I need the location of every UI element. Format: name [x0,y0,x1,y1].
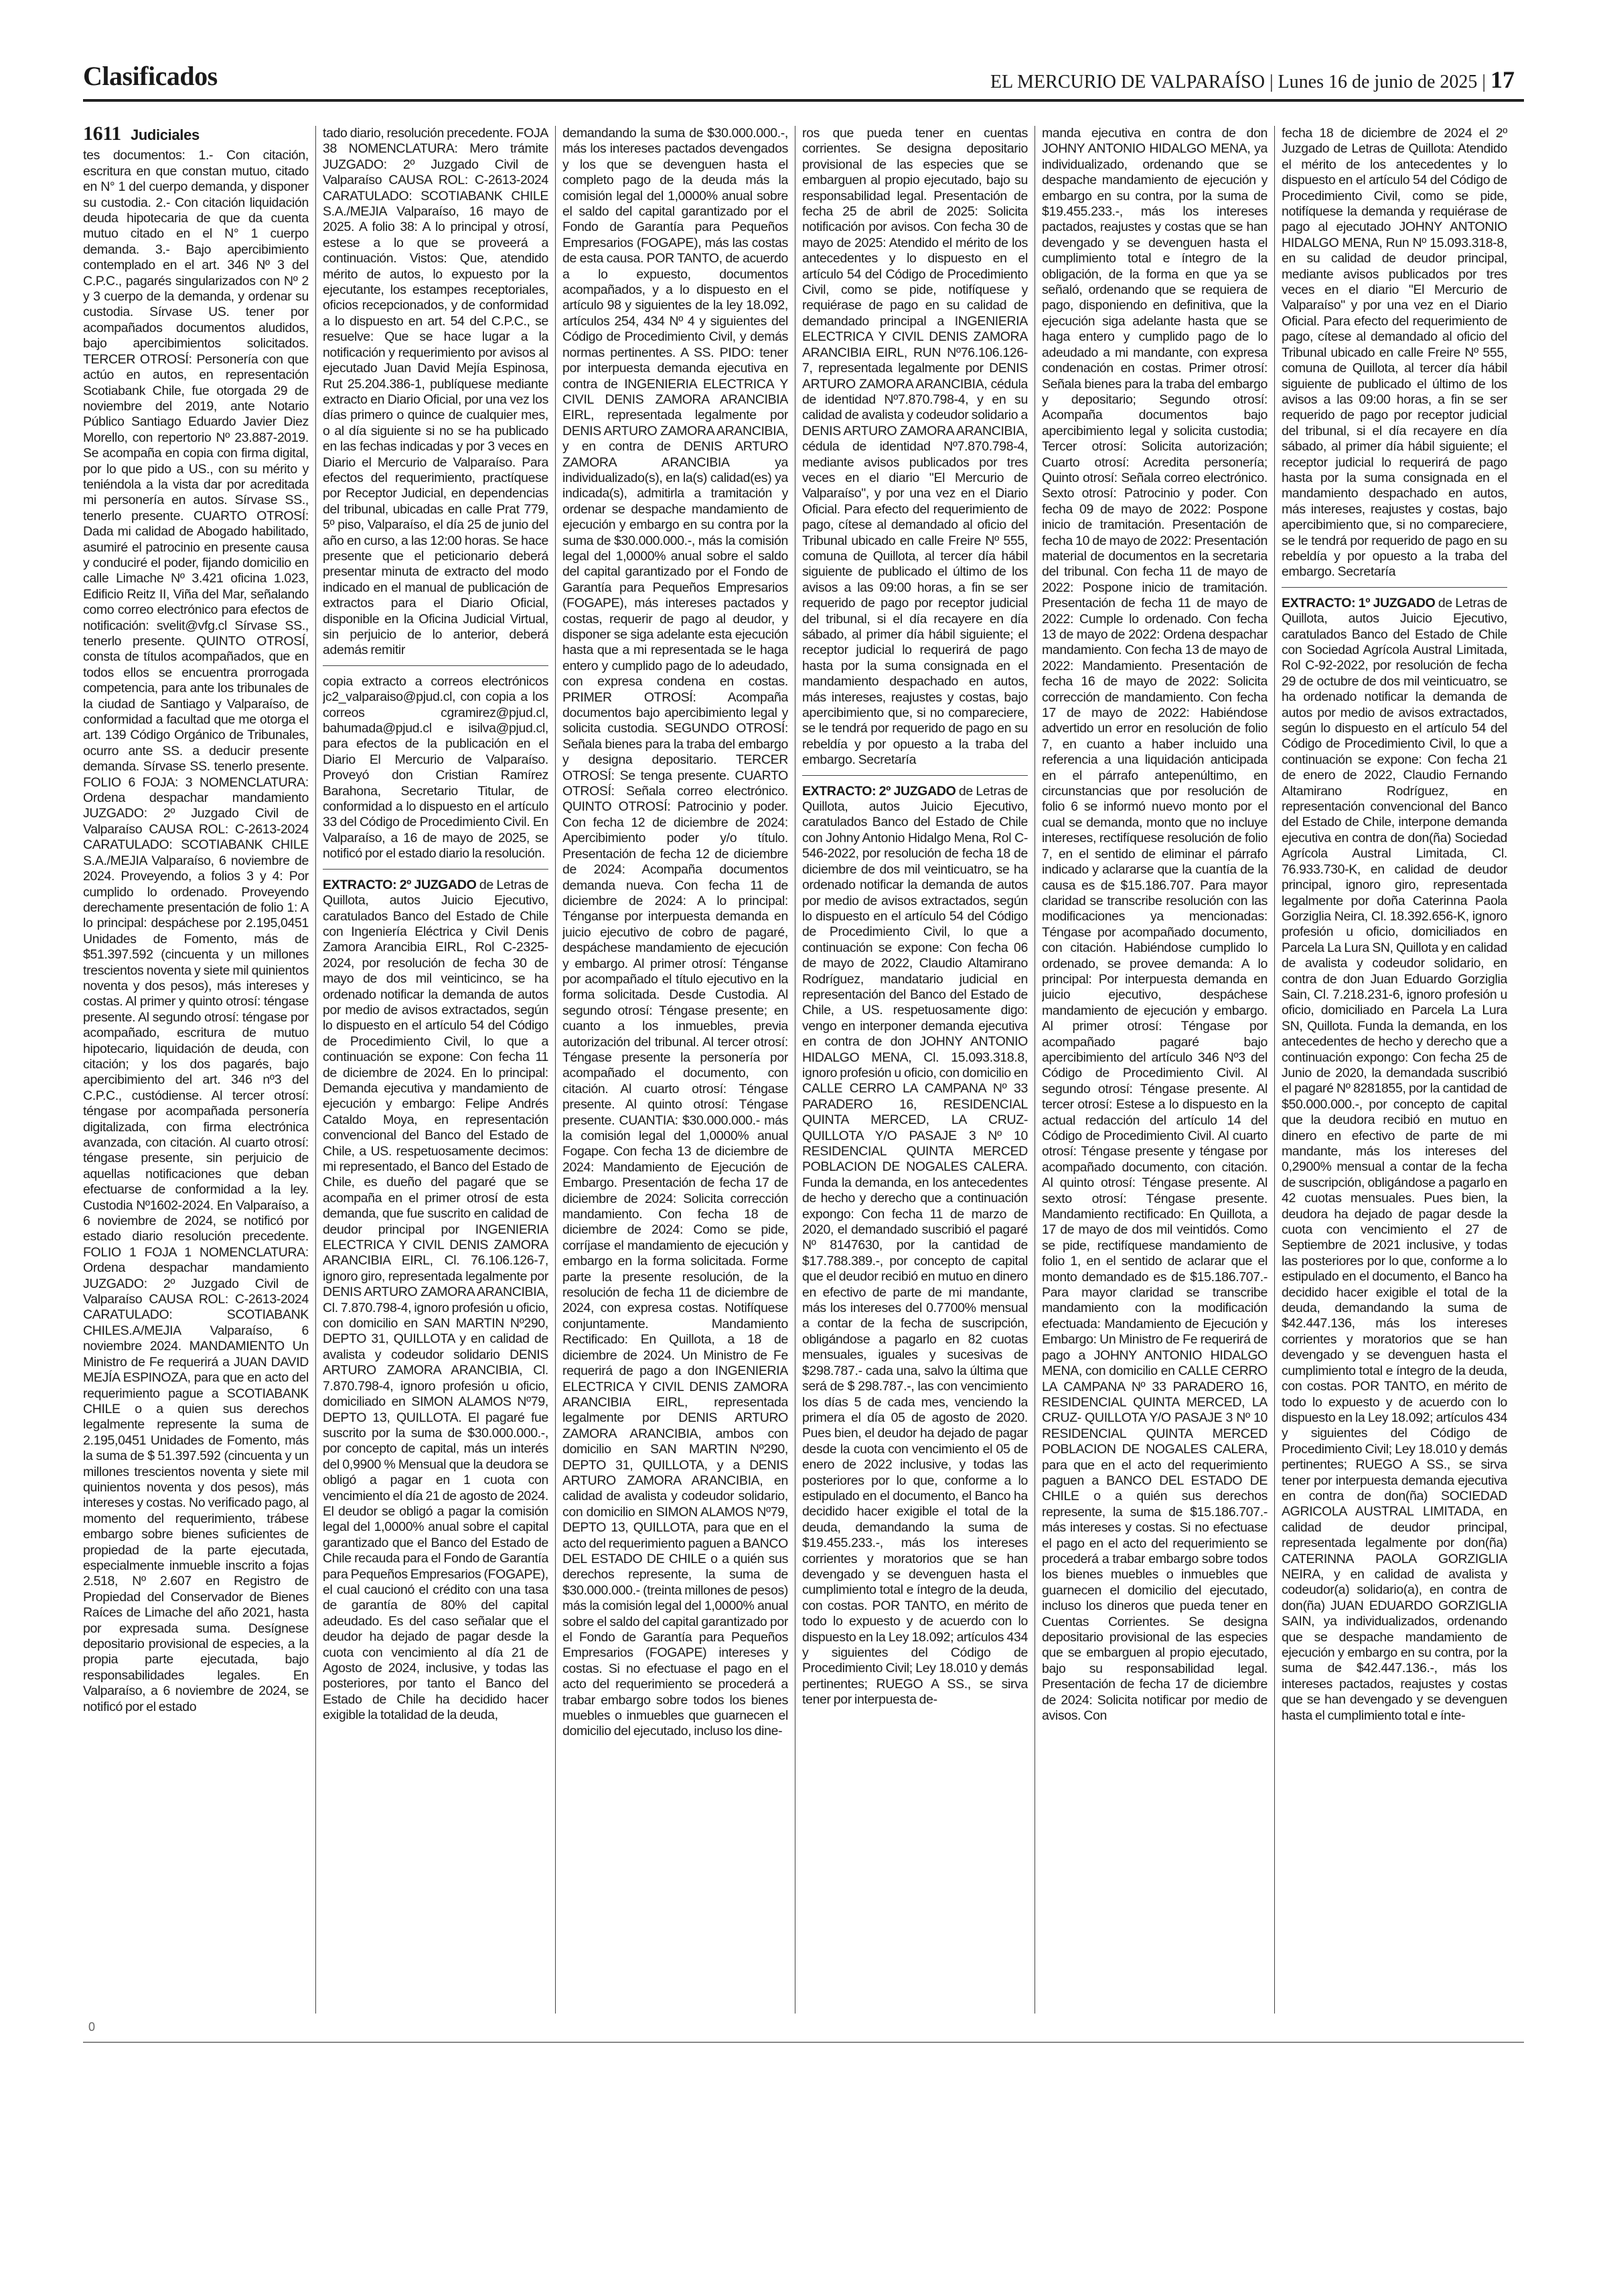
notice-text: de Letras de Quillota, autos Juicio Ejecutivo, caratulados Banco del Estado de Chile con Johny Antonio Hidalgo Mena, Rol C-546-2022, por resolución de fecha 18 de diciembre de dos mil veinticuatro, se ha ordenado notificar la demanda de autos por medio de avisos extractados, según lo dispuesto en el artículo 54 del Código de Procedimiento Civil, lo que a continuación se expone: Con fecha 06 de mayo de 2022, Claudio Altamirano Rodríguez, mandatario judicial en representación del Banco del Estado de Chile, a US. respetuosamente digo: vengo en interponer demanda ejecutiva en contra de don JOHNY ANTONIO HIDALGO MENA, Cl. 15.093.318.8, ignoro profesión u oficio, con domicilio en CALLE CERRO LA CAMPANA Nº 33 PARADERO 16, RESIDENCIAL QUINTA MERCED, LA CRUZ- QUILLOTA Y/O PASAJE 3 Nº 10 RESIDENCIAL QUINTA MERCED POBLACION DE NOGALES CALERA. Funda la demanda, en los antecedentes de hecho y derecho que a continuación expongo: Con fecha 11 de marzo de 2020, el demandado suscribió el pagaré Nº 8147630, por la cantidad de $17.788.389.-, por concepto de capital que el deudor recibió en mutuo en dinero en efectivo de parte de mi mandante, más los intereses del 0.7700% mensual a contar de la fecha de suscripción, obligándose a pagarlo en 82 cuotas mensuales, iguales y sucesivas de $298.787.- cada una, salvo la última que será de $ 298.787.-, las con vencimiento los días 5 de cada mes, venciendo la primera el día 05 de agosto de 2020. Pues bien, el deudor ha dejado de pagar desde la cuota con vencimiento el 05 de enero de 2022 inclusive, y todas las posteriores por lo que, conforme a lo estipulado en el documento, el Banco ha decidido hacer exigible el total de la deuda, demandando la suma de $19.455.233.-, más los intereses corrientes y moratorios que se han devengado y se devenguen hasta el cumplimiento total e íntegro de la deuda, con costas. POR TANTO, en mérito de todo lo expuesto y de acuerdo con lo dispuesto en la Ley 18.092; artículos 434 y siguientes del Código de Procedimiento Civil; Ley 18.010 y demás pertinentes; RUEGO A SS., se sirva tener por interpuesta de- [802,783,1028,1708]
notice-text: demandando la suma de $30.000.000.-, más los intereses pactados devengados y los que se devenguen hasta el completo pago de la deuda más la comisión legal del 1,0000% anual sobre el saldo del capital garantizado por el Fondo de Garantía para Pequeños Empresarios (FOGAPE), más las costas de esta causa. POR TANTO, de acuerdo a lo expuesto, documentos acompañados, y a lo dispuesto en el artículo 98 y siguientes de la ley 18.092, artículos 254, 434 Nº 4 y siguientes del Código de Procedimiento Civil, y demás normas pertinentes. A SS. PIDO: tener por interpuesta demanda ejecutiva en contra de INGENIERIA ELECTRICA Y CIVIL DENIS ZAMORA ARANCIBIA EIRL, representada legalmente por DENIS ARTURO ZAMORA ARANCIBIA, y en contra de DENIS ARTURO ZAMORA ARANCIBIA ya individualizado(s), en la(s) calidad(es) ya indicada(s), admitirla a tramitación y ordenar se despache mandamiento de ejecución y embargo en su contra por la suma de $30.000.000.-, más la comisión legal del 1,0000% anual sobre el saldo del capital garantizado por el Fondo de Garantía para Pequeños Empresarios (FOGAPE), más intereses pactados y costas, requerir de pago al deudor, y disponer se siga adelante esta ejecución hasta que a mi representada se le haga entero y cumplido pago de lo adeudado, con expresa condena en costas. PRIMER OTROSÍ: Acompaña documentos bajo apercibimiento legal y solicita custodia. SEGUNDO OTROSÍ: Señala bienes para la traba del embargo y designa depositario. TERCER OTROSÍ: Se tenga presente. CUARTO OTROSÍ: Señala correo electrónico. QUINTO OTROSÍ: Patrocinio y poder. Con fecha 12 de diciembre de 2024: Apercibimiento poder y/o título. Presentación de fecha 12 de diciembre de 2024: Acompaña documentos demanda nueva. Con fecha 11 de diciembre de 2024: A lo principal: Ténganse por interpuesta demanda en juicio ejecutivo de cobro de pagaré, despáchese mandamiento de ejecución y embargo. Al primer otrosí: Ténganse por acompañado el título ejecutivo en la forma solicitada. Desde Custodia. Al segundo otrosí: Téngase presente; en cuanto a los inmuebles, previa autorización del tribunal. Al tercer otrosí: Téngase presente la personería por acompañado el documento, con citación. Al cuarto otrosí: Téngase presente. Al quinto otrosí: Téngase presente. CUANTIA: $30.000.000.- más la comisión legal del 1,0000% anual Fogape. Con fecha 13 de diciembre de 2024: Mandamiento de Ejecución de Embargo. Presentación de fecha 17 de diciembre de 2024: Solicita corrección mandamiento. Con fecha 18 de diciembre de 2024: Como se pide, corríjase el mandamiento de ejecución y embargo en la forma solicitada. Forme parte la presente resolución, de la resolución de fecha 11 de diciembre de 2024, con expresa costas. Notifíquese conjuntamente. Mandamiento Rectificado: En Quillota, a 18 de diciembre de 2024. Un Ministro de Fe requerirá de pago a don INGENIERIA ELECTRICA Y CIVIL DENIS ZAMORA ARANCIBIA EIRL, representada legalmente por DENIS ARTURO ZAMORA ARANCIBIA, ambos con domicilio en SAN MARTIN Nº290, DEPTO 31, QUILLOTA, y a DENIS ARTURO ZAMORA ARANCIBIA, en calidad de avalista y codeudor solidario, con domicilio en SIMON ALAMOS Nº79, DEPTO 13, QUILLOTA, para que en el acto del requerimiento paguen a BANCO DEL ESTADO DE CHILE o a quién sus derechos represente, la suma de $30.000.000.- (treinta millones de pesos) más la comisión legal del 1,0000% anual sobre el saldo del capital garantizado por el Fondo de Garantía para Pequeños Empresarios (FOGAPE) intereses y costas. Si no efectuase el pago en el acto del requerimiento se procederá a trabar embargo sobre todos los bienes muebles o inmuebles que guarnecen el domicilio del ejecutado, incluso los dine- [562,126,788,1739]
notice-lead: EXTRACTO: 2º JUZGADO [802,783,956,799]
notice-text: manda ejecutiva en contra de don JOHNY ANTONIO HIDALGO MENA, ya individualizado, ordenando que se despache mandamiento de ejecución y embargo en su contra, por la suma de $19.455.233.-, más los intereses pactados, reajustes y costas que se han devengado y se devenguen hasta el cumplimiento total e íntegro de la obligación, de la forma en que ya se señaló, ordenando que se requiera de pago, disponiendo en definitiva, que la ejecución siga adelante hasta que se haga entero y cumplido pago de lo adeudado a mi mandante, con expresa condenación en costas. Primer otrosí: Señala bienes para la traba del embargo y depositario; Segundo otrosí: Acompaña documentos bajo apercibimiento legal y solicita custodia; Tercer otrosí: Solicita autorización; Cuarto otrosí: Acredita personería; Quinto otrosí: Señala correo electrónico. Sexto otrosí: Patrocinio y poder. Con fecha 09 de mayo de 2022: Pospone inicio de tramitación. Presentación de fecha 10 de mayo de 2022: Presentación material de documentos en la secretaria del tribunal. Con fecha 11 de mayo de 2022: Pospone inicio de tramitación. Presentación de fecha 11 de mayo de 2022: Cumple lo ordenado. Con fecha 13 de mayo de 2022: Ordena despachar mandamiento. Con fecha 13 de mayo de 2022: Mandamiento. Presentación de fecha 16 de mayo de 2022: Solicita corrección de mandamiento. Con fecha 17 de mayo de 2022: Habiéndose advertido un error en resolución de folio 7, en cuanto a haber incluido una referencia a una liquidación anticipada en el párrafo antepenúltimo, en circunstancias que por resolución de folio 6 se informó nuevo monto por el cual se demanda, monto que no incluye intereses, rectifíquese resolución de folio 7, en el sentido de eliminar el párrafo indicado y aclararse que la cuantía de la causa es de $15.186.707. Para mayor claridad se transcribe resolución con las modificaciones ya mencionadas: Téngase por acompañado documento, con citación. Habiéndose cumplido lo ordenado, se provee demanda: A lo principal: Por interpuesta demanda en juicio ejecutivo, despáchese mandamiento de ejecución y embargo. Al primer otrosí: Téngase por acompañado pagaré bajo apercibimiento del artículo 346 Nº3 del Código de Procedimiento Civil. Al segundo otrosí: Téngase presente. Al tercer otrosí: Estese a lo dispuesto en la actual redacción del artículo 14 del Código de Procedimiento Civil. Al cuarto otrosí: Téngase presente y téngase por acompañado documento, con citación. Al quinto otrosí: Téngase presente. Al sexto otrosí: Téngase presente. Mandamiento rectificado: En Quillota, a 17 de mayo de dos mil veintidós. Como se pide, rectifíquese mandamiento de folio 1, en el sentido de aclarar que el monto demandado es de $15.186.707.- Para mayor claridad se transcribe mandamiento con la modificación efectuada: Mandamiento de Ejecución y Embargo: Un Ministro de Fe requerirá de pago a JOHNY ANTONIO HIDALGO MENA, con domicilio en CALLE CERRO LA CAMPANA Nº 33 PARADERO 16, RESIDENCIAL QUINTA MERCED, LA CRUZ- QUILLOTA Y/O PASAJE 3 Nº 10 RESIDENCIAL QUINTA MERCED POBLACION DE NOGALES CALERA, para que en el acto del requerimiento paguen a BANCO DEL ESTADO DE CHILE o a quién sus derechos represente, la suma de $15.186.707.- más intereses y costas. Si no efectuase el pago en el acto del requerimiento se procederá a trabar embargo sobre todos los bienes muebles o inmuebles que guarnecen el domicilio del ejecutado, incluso los dineros que pueda tener en Cuentas Corrientes. Se designa depositario provisional de las especies que se embarguen al propio ejecutado, bajo su responsabilidad legal. Presentación de fecha 17 de diciembre de 2024: Solicita notificar por medio de avisos. Con [1042,126,1268,1724]
legal-notice [802,784,1028,1708]
notice-separator [323,665,548,666]
notice-text: tado diario, resolución precedente. FOJA 38 NOMENCLATURA: Mero trámite JUZGADO: 2º Juzgado Civil de Valparaíso CAUSA ROL: C-2613-2024 CARATULADO: SCOTIABANK CHILE S.A./MEJIA Valparaíso, 16 mayo de 2025. A folio 38: A lo principal y otrosí, estese a lo que se proveerá a continuación. Vistos: Que, atendido mérito de autos, lo expuesto por la ejecutante, los estampes receptoriales, oficios recepcionados, y de conformidad a lo dispuesto en art. 54 del C.P.C., se resuelve: Que se hace lugar a la notificación y requerimiento por avisos al ejecutado Juan David Mejía Espinosa, Rut 25.204.386-1, publíquese mediante extracto en Diario Oficial, por una vez los días primero o quince de cualquier mes, o al día siguiente si no se ha publicado en las fechas indicadas y por 3 veces en Diario el Mercurio de Valparaíso. Para efectos del requerimiento, practíquese por Receptor Judicial, en dependencias del tribunal, ubicadas en calle Prat 779, 5º piso, Valparaíso, el día 25 de junio del año en curso, a las 12:00 horas. Se hace presente que el peticionario deberá presentar minuta de extracto del modo indicado en el manual de publicación de extractos para el Diario Oficial, disponible en la Oficina Judicial Virtual, sin perjuicio de lo anterior, deberá además remitir [323,126,548,658]
legal-notice [1042,126,1268,1724]
section-code: 1611 [83,126,121,145]
notice-separator [1282,587,1507,588]
notice-lead: EXTRACTO: 2º JUZGADO [323,877,477,892]
notice-lead: EXTRACTO: 1º JUZGADO [1282,595,1436,610]
notice-text: tes documentos: 1.- Con citación, escritura en que constan mutuo, citado en N° 1 del cuerpo demanda, y disponer su custodia. 2.- Con citación liquidación deuda hipotecaria de que da cuenta mutuo citado en el N° 1 cuerpo demanda. 3.- Bajo apercibimiento contemplado en el art. 346 Nº 3 del C.P.C., pagarés singularizados con Nº 2 y 3 cuerpo de la demanda, y ordenar su custodia. Sírvase US. tener por acompañados documentos aludidos, bajo apercibimientos solicitados. TERCER OTROSÍ: Personería con que actúo en autos, en representación Scotiabank Chile, fue otorgada 29 de noviembre del 2019, ante Notario Público Santiago Eduardo Javier Diez Morello, con repertorio Nº 23.887-2019. Se acompaña en copia con firma digital, por lo que pido a US., con su mérito y teniéndola a la vista dar por acreditada mi personería en autos. Sírvase SS., tenerlo presente. CUARTO OTROSÍ: Dada mi calidad de Abogado habilitado, asumiré el patrocinio en presente causa y conduciré el poder, fijando domicilio en calle Limache Nº 3.421 oficina 1.023, Edificio Reitz II, Viña del Mar, señalando como correo electrónico para efectos de notificación: svelit@vfg.cl Sírvase SS., tenerlo presente. QUINTO OTROSÍ, consta de títulos acompañados, que en todos ellos se encuentra prorrogada competencia, para ante los tribunales de la ciudad de Santiago y Valparaíso, de conformidad a facultad que me otorga el art. 139 Código Orgánico de Tribunales, ocurro ante SS. a deducir presente demanda. Sírvase SS. tenerlo presente. FOLIO 6 FOJA: 3 NOMENCLATURA: Ordena despachar mandamiento JUZGADO: 2º Juzgado Civil de Valparaíso CAUSA ROL: C-2613-2024 CARATULADO: SCOTIABANK CHILE S.A./MEJIA Valparaíso, 6 noviembre de 2024. Proveyendo, a folios 3 y 4: Por cumplido lo ordenado. Proveyendo derechamente presentación de folio 1: A lo principal: despáchese por 2.195,0451 Unidades de Fomento, más de $51.397.592 (cincuenta y un millones trescientos noventa y siete mil quinientos noventa y dos pesos), más intereses y costas. Al primer y quinto otrosí: téngase presente. Al segundo otrosí: téngase por acompañado, escritura de mutuo hipotecario, liquidación de deuda, con citación; y los dos pagarés, bajo apercibimiento del art. 346 nº3 del C.P.C., custódiense. Al tercer otrosí: téngase por acompañada personería digitalizada, con firma electrónica avanzada, con citación. Al cuarto otrosí: téngase presente, sin perjuicio de aquellas notificaciones que deban efectuarse de conformidad a la ley. Custodia Nº1602-2024. En Valparaíso, a 6 noviembre de 2024, se notificó por estado diario resolución precedente. FOLIO 1 FOJA 1 NOMENCLATURA: Ordena despachar mandamiento JUZGADO: 2º Juzgado Civil de Valparaíso CAUSA ROL: C-2613-2024 CARATULADO: SCOTIABANK CHILES.A/MEJIA Valparaíso, 6 noviembre 2024. MANDAMIENTO Un Ministro de Fe requerirá a JUAN DAVID MEJÍA ESPINOZA, para que en acto del requerimiento pague a SCOTIABANK CHILE o a quien sus derechos legalmente represente la suma de 2.195,0451 Unidades de Fomento, más la suma de $ 51.397.592 (cincuenta y un millones trescientos noventa y siete mil quinientos noventa y dos pesos), más intereses y costas. No verificado pago, al momento del requerimiento, trábese embargo sobre bienes suficientes de propiedad de la parte ejecutada, especialmente inmueble inscrito a fojas 2.518, Nº 2.607 en Registro de Propiedad del Conservador de Bienes Raíces de Limache del año 2021, hasta por expresada suma. Desígnese depositario provisional de especies, a la propia parte ejecutada, bajo responsabilidades legales. En Valparaíso, a 6 noviembre de 2024, se notificó por el estado [83,148,309,1714]
section-label: Judiciales [130,127,200,143]
newspaper-name: EL MERCURIO DE VALPARAÍSO [990,72,1265,92]
notice-separator [323,869,548,870]
legal-notice [83,148,309,1715]
column-3 [562,126,788,2040]
header-rule [83,99,1524,102]
header-divider: | [1269,72,1278,92]
column-6 [1282,126,1507,2040]
legal-notice [802,126,1028,768]
section-heading [83,126,309,144]
footer-rule [83,2042,1524,2043]
column-1 [83,126,309,2040]
legal-notice [323,126,548,659]
notice-text: copia extracto a correos electrónicos jc2_valparaiso@pjud.cl, con copia a los correos cgramirez@pjud.cl, bahumada@pjud.cl e isilva@pjud.cl, para efectos de la publicación en el Diario El Mercurio de Valparaíso. Proveyó don Cristian Ramírez Barahona, Secretario Titular, de conformidad a lo dispuesto en el artículo 33 del Código de Procedimiento Civil. En Valparaíso, a 16 de mayo de 2025, se notificó por el estado diario la resolución. [323,673,548,862]
column-divider [1274,126,1275,2014]
column-4 [802,126,1028,2040]
notice-separator [802,775,1028,776]
legal-notice [323,674,548,862]
legal-notice [562,126,788,1740]
legal-notice [1282,126,1507,580]
section-title: Clasificados [83,61,218,91]
column-2 [323,126,548,2040]
column-divider [315,126,316,2014]
notice-text: fecha 18 de diciembre de 2024 el 2º Juzgado de Letras de Quillota: Atendido el mérito de los antecedentes y lo dispuesto en el artículo 54 del Código de Procedimiento Civil, como se pide, notifíquese la demanda y requiérase de pago al ejecutado JOHNY ANTONIO HIDALGO MENA, Run Nº 15.093.318-8, en su calidad de deudor principal, mediante avisos publicados por tres veces en el diario "El Mercurio de Valparaíso" y por una vez en el Diario Oficial. Para efecto del requerimiento de pago, cítese al demandado al oficio del Tribunal ubicado en calle Freire Nº 555, comuna de Quillota, al tercer día hábil siguiente de publicado el último de los avisos a las 09:00 horas, a fin se ser requerido de pago por receptor judicial del tribunal, si el día recayere en día sábado, al primer día hábil siguiente; el receptor judicial lo requerirá de pago hasta por la suma consignada en el mandamiento despachado en autos, más intereses, reajustes y costas, bajo apercibimiento que, si no compareciere, se le tendrá por requerido de pago en su rebeldía y por opuesto a la traba del embargo. Secretaría [1282,126,1507,580]
notice-text: ros que pueda tener en cuentas corrientes. Se designa depositario provisional de las especies que se embarguen al propio ejecutado, bajo su responsabilidad legal. Presentación de fecha 25 de abril de 2025: Solicita notificación por avisos. Con fecha 30 de mayo de 2025: Atendido el mérito de los antecedentes y lo dispuesto en el artículo 54 del Código de Procedimiento Civil, como se pide, notifíquese y requiérase de pago en su calidad de demandado principal a INGENIERIA ELECTRICA Y CIVIL DENIS ZAMORA ARANCIBIA EIRL, RUN Nº76.106.126-7, representada legalmente por DENIS ARTURO ZAMORA ARANCIBIA, cédula de identidad Nº7.870.798-4, y en su calidad de avalista y codeudor solidario a DENIS ARTURO ZAMORA ARANCIBIA, cédula de identidad Nº7.870.798-4, mediante avisos publicados por tres veces en el diario "El Mercurio de Valparaíso", y por una vez en el Diario Oficial. Para efecto del requerimiento de pago, cítese al demandado al oficio del Tribunal ubicado en calle Freire Nº 555, comuna de Quillota, al tercer día hábil siguiente de publicado el último de los avisos a las 09:00 horas, a fin se ser requerido de pago por receptor judicial del tribunal, si el día recayere en día sábado, al primer día hábil siguiente; el receptor judicial lo requerirá de pago hasta por la suma consignada en el mandamiento despachado en autos, más intereses, reajustes y costas, bajo apercibimiento que, si no compareciere, se le tendrá por requerido de pago en su rebeldía y por opuesto a la traba del embargo. Secretaría [802,126,1028,768]
column-5 [1042,126,1268,2040]
notice-text: de Letras de Quillota, autos Juicio Ejecutivo, caratulados Banco del Estado de Chile con Sociedad Agrícola Austral Limitada, Rol C-92-2022, por resolución de fecha 29 de octubre de dos mil veinticuatro, se ha ordenado notificar la demanda de autos por medio de avisos extractados, según lo dispuesto en el artículo 54 del Código de Procedimiento Civil, lo que a continuación se expone: Con fecha 21 de enero de 2022, Claudio Fernando Altamirano Rodríguez, en representación convencional del Banco del Estado de Chile, interpone demanda ejecutiva en contra de don(ña) Sociedad Agrícola Austral Limitada, Cl. 76.933.730-K, en calidad de deudor principal, ignoro giro, representada legalmente por doña Caterinna Paola Gorziglia Neira, Cl. 18.392.656-K, ignoro profesión u oficio, domiciliados en Parcela La Lura SN, Quillota y en calidad de avalista y codeudor solidario, en contra de don Juan Eduardo Gorziglia Sain, Cl. 7.218.231-6, ignoro profesión u oficio, domiciliado en Parcela La Lura SN, Quillota. Funda la demanda, en los antecedentes de hecho y derecho que a continuación expongo: Con fecha 25 de Junio de 2020, la demandada suscribió el pagaré Nº 8281855, por la cantidad de $50.000.000.-, por concepto de capital que la deudora recibió en mutuo en dinero en efectivo de parte de mi mandante, más los intereses del 0,2900% mensual a contar de la fecha de suscripción, obligándose a pagarlo en 42 cuotas mensuales. Pues bien, la deudora ha dejado de pagar desde la cuota con vencimiento el 27 de Septiembre de 2021 inclusive, y todas las posteriores por lo que, conforme a lo estipulado en el documento, el Banco ha decidido hacer exigible el total de la deuda, demandando la suma de $42.447.136, más los intereses corrientes y moratorios que se han devengado y se devenguen hasta el cumplimiento total e íntegro de la deuda, con costas. POR TANTO, en mérito de todo lo expuesto y de acuerdo con lo dispuesto en la Ley 18.092; artículos 434 y siguientes del Código de Procedimiento Civil; Ley 18.010 y demás pertinentes; RUEGO A SS., se sirva tener por interpuesta demanda ejecutiva en contra de don(ña) SOCIEDAD AGRICOLA AUSTRAL LIMITADA, en calidad de deudor principal, representada legalmente por don(ña) CATERINNA PAOLA GORZIGLIA NEIRA, y en calidad de avalista y codeudor(a) solidario(a), en contra de don(ña) JUAN EDUARDO GORZIGLIA SAIN, ya individualizados, ordenando que se despache mandamiento de ejecución y embargo en su contra, por la suma de $42.447.136.-, más los intereses pactados, reajustes y costas que se han devengado y se devenguen hasta el cumplimiento total e ínte- [1282,595,1507,1723]
legal-notice [1282,596,1507,1724]
issue-date: Lunes 16 de junio de 2025 [1278,72,1478,92]
footer-mark: 0 [88,2020,96,2034]
header-divider: | [1482,72,1490,92]
column-divider [555,126,556,2014]
page-header-info [990,66,1515,94]
legal-notice [323,878,548,1724]
page-number: 17 [1490,66,1515,93]
notice-text: de Letras de Quillota, autos Juicio Ejecutivo, caratulados Banco del Estado de Chile con Ingeniería Eléctrica y Civil Denis Zamora Arancibia EIRL, Rol C-2325-2024, por resolución de fecha 30 de mayo de dos mil veinticinco, se ha ordenado notificar la demanda de autos por medio de avisos extractados, según lo dispuesto en el artículo 54 del Código de Procedimiento Civil, lo que a continuación se expone: Con fecha 11 de diciembre de 2024. En lo principal: Demanda ejecutiva y mandamiento de ejecución y embargo: Felipe Andrés Cataldo Moya, en representación convencional del Banco del Estado de Chile, a US. respetuosamente decimos: mi representado, el Banco del Estado de Chile, es dueño del pagaré que se acompaña en el primer otrosí de esta demanda, que fue suscrito en calidad de deudor principal por INGENIERIA ELECTRICA Y CIVIL DENIS ZAMORA ARANCIBIA EIRL, Cl. 76.106.126-7, ignoro giro, representada legalmente por DENIS ARTURO ZAMORA ARANCIBIA, Cl. 7.870.798-4, ignoro profesión u oficio, con domicilio en SAN MARTIN Nº290, DEPTO 31, QUILLOTA y en calidad de avalista y codeudor solidario DENIS ARTURO ZAMORA ARANCIBIA, Cl. 7.870.798-4, ignoro profesión u oficio, domiciliado en SIMON ALAMOS Nº79, DEPTO 13, QUILLOTA. El pagaré fue suscrito por la suma de $30.000.000.-, por concepto de capital, más un interés del 0,9900 % Mensual que la deudora se obligó a pagar en 1 cuota con vencimiento el día 21 de agosto de 2024. El deudor se obligó a pagar la comisión legal del 1,0000% anual sobre el capital garantizado que el Banco del Estado de Chile recauda para el Fondo de Garantía para Pequeños Empresarios (FOGAPE), el cual caucionó el crédito con una tasa de garantía de 80% del capital adeudado. Es del caso señalar que el deudor ha dejado de pagar desde la cuota con vencimiento al día 21 de Agosto de 2024, inclusive, y todas las posteriores, por tanto el Banco del Estado de Chile ha decidido hacer exigible la totalidad de la deuda, [323,877,548,1723]
